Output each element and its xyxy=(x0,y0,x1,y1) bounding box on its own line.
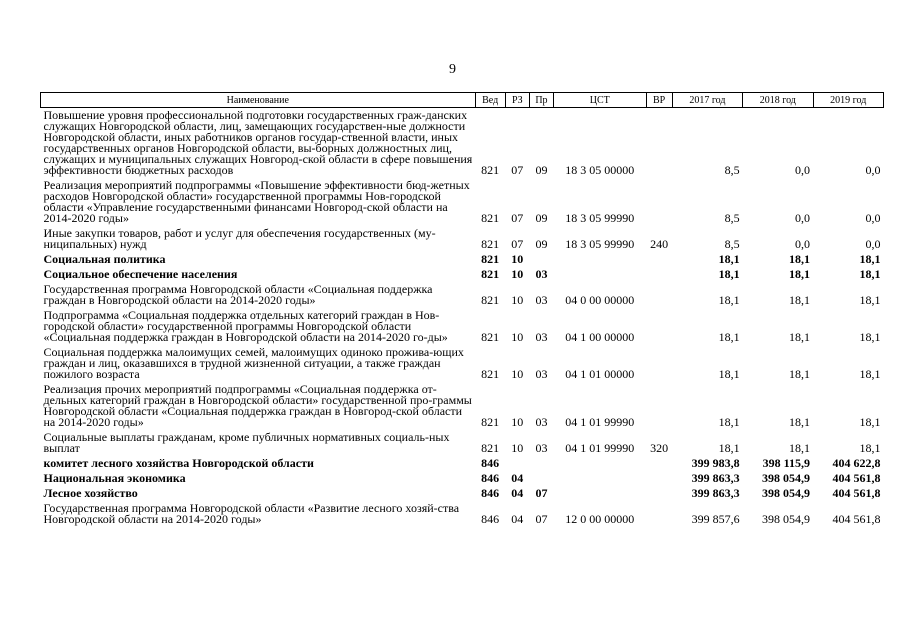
table-row xyxy=(41,178,884,226)
cell-name: Реализация прочих мероприятий подпрограммы «Социальная поддержка от-дельных категорий граждан в Новгородской области» государственной про-граммы Новгородской области «Социальная поддержка граждан в Новгород-ской области на 2014-2020 годы» xyxy=(43,382,472,429)
budget-table xyxy=(40,92,884,527)
table-row xyxy=(41,471,884,486)
page-number: 9 xyxy=(449,62,456,77)
header-ved: Вед xyxy=(475,93,505,108)
cell-ved: 846 xyxy=(481,512,500,526)
cell-ved: 821 xyxy=(481,415,500,429)
cell-2019: 404 561,8 xyxy=(832,512,881,526)
table-row xyxy=(41,456,884,471)
cell-pr: 09 xyxy=(535,237,548,251)
cell-rz xyxy=(505,456,529,471)
cell-2018: 18,1 xyxy=(789,441,811,455)
cell-cst xyxy=(554,252,647,267)
table-body xyxy=(41,108,884,528)
table-row xyxy=(41,345,884,382)
cell-rz: 10 xyxy=(511,415,524,429)
cell-2019: 18,1 xyxy=(859,252,881,266)
cell-vr: 320 xyxy=(650,441,669,455)
table-row xyxy=(41,486,884,501)
cell-2019: 404 561,8 xyxy=(832,471,881,485)
cell-pr: 09 xyxy=(535,211,548,225)
cell-pr: 07 xyxy=(535,486,548,500)
cell-2018: 398 054,9 xyxy=(762,471,811,485)
header-pr: Пр xyxy=(529,93,553,108)
cell-2017: 399 857,6 xyxy=(691,512,740,526)
cell-rz: 10 xyxy=(511,252,524,266)
table-row xyxy=(41,501,884,527)
cell-vr xyxy=(646,501,672,527)
cell-cst: 04 0 00 00000 xyxy=(565,293,635,307)
cell-name: Подпрограмма «Социальная поддержка отдельных категорий граждан в Нов-городской области» государственной программы Новгородской области «Социальная поддержка граждан в Новгородской области на 2014-2020 го-ды» xyxy=(43,308,448,344)
cell-pr xyxy=(529,456,553,471)
cell-name: Социальные выплаты гражданам, кроме публичных нормативных социаль-ных выплат xyxy=(43,430,450,455)
cell-ved: 821 xyxy=(481,211,500,225)
cell-2017: 8,5 xyxy=(724,163,740,177)
cell-2019: 18,1 xyxy=(859,330,881,344)
cell-2019: 404 561,8 xyxy=(832,486,881,500)
cell-ved: 821 xyxy=(481,367,500,381)
cell-pr xyxy=(529,252,553,267)
cell-rz: 04 xyxy=(511,486,524,500)
cell-cst xyxy=(554,471,647,486)
cell-2017: 8,5 xyxy=(724,211,740,225)
cell-2018: 398 115,9 xyxy=(762,456,811,470)
cell-ved: 821 xyxy=(481,163,500,177)
cell-vr xyxy=(646,456,672,471)
cell-pr: 09 xyxy=(535,163,548,177)
header-2018: 2018 год xyxy=(743,93,813,108)
cell-rz: 10 xyxy=(511,267,524,281)
cell-rz: 04 xyxy=(511,471,524,485)
cell-pr: 03 xyxy=(535,441,548,455)
cell-name: Реализация мероприятий подпрограммы «Повышение эффективности бюд-жетных расходов Новгородской области» государственной программы Нов-городской области «Управление государственными финансами Новгород-ской области на 2014-2020 годы» xyxy=(43,178,470,225)
cell-cst xyxy=(554,456,647,471)
cell-pr: 03 xyxy=(535,330,548,344)
cell-2018: 18,1 xyxy=(789,293,811,307)
cell-2018: 0,0 xyxy=(795,237,811,251)
header-2019: 2019 год xyxy=(813,93,883,108)
table-row xyxy=(41,430,884,456)
cell-ved: 821 xyxy=(481,267,500,281)
cell-vr xyxy=(646,471,672,486)
cell-ved: 846 xyxy=(481,456,500,470)
table-row xyxy=(41,267,884,282)
cell-cst: 04 1 01 99990 xyxy=(565,415,635,429)
cell-pr: 07 xyxy=(535,512,548,526)
cell-2018: 18,1 xyxy=(789,252,811,266)
cell-vr xyxy=(646,252,672,267)
cell-ved: 821 xyxy=(481,252,500,266)
cell-name: Социальное обеспечение населения xyxy=(43,267,238,281)
cell-pr: 03 xyxy=(535,415,548,429)
cell-vr xyxy=(646,108,672,179)
cell-2019: 18,1 xyxy=(859,441,881,455)
cell-2019: 18,1 xyxy=(859,367,881,381)
table-row xyxy=(41,308,884,345)
table-row xyxy=(41,226,884,252)
cell-ved: 821 xyxy=(481,293,500,307)
cell-name: Социальная политика xyxy=(43,252,166,266)
header-vr: ВР xyxy=(646,93,672,108)
cell-name: Лесное хозяйство xyxy=(43,486,138,500)
cell-2019: 18,1 xyxy=(859,293,881,307)
header-cst: ЦСТ xyxy=(554,93,647,108)
cell-pr xyxy=(529,471,553,486)
table-header-row xyxy=(41,93,884,108)
cell-2018: 0,0 xyxy=(795,211,811,225)
cell-2019: 404 622,8 xyxy=(832,456,881,470)
header-name: Наименование xyxy=(41,93,476,108)
cell-2017: 8,5 xyxy=(724,237,740,251)
table-row xyxy=(41,252,884,267)
cell-2019: 18,1 xyxy=(859,267,881,281)
cell-vr xyxy=(646,178,672,226)
cell-rz: 07 xyxy=(511,211,524,225)
cell-ved: 821 xyxy=(481,441,500,455)
cell-2018: 398 054,9 xyxy=(762,486,811,500)
cell-2017: 399 863,3 xyxy=(691,486,740,500)
cell-pr: 03 xyxy=(535,293,548,307)
cell-cst: 18 3 05 99990 xyxy=(565,211,635,225)
cell-rz: 10 xyxy=(511,441,524,455)
cell-vr xyxy=(646,486,672,501)
cell-pr: 03 xyxy=(535,267,548,281)
cell-name: Национальная экономика xyxy=(43,471,186,485)
cell-2019: 0,0 xyxy=(865,163,881,177)
cell-ved: 846 xyxy=(481,471,500,485)
cell-name: комитет лесного хозяйства Новгородской области xyxy=(43,456,314,470)
cell-vr xyxy=(646,308,672,345)
cell-cst: 04 1 01 99990 xyxy=(565,441,635,455)
cell-2019: 0,0 xyxy=(865,211,881,225)
cell-vr xyxy=(646,345,672,382)
table-row xyxy=(41,382,884,430)
cell-ved: 821 xyxy=(481,237,500,251)
cell-cst: 04 1 00 00000 xyxy=(565,330,635,344)
header-2017: 2017 год xyxy=(672,93,742,108)
cell-name: Социальная поддержка малоимущих семей, малоимущих одиноко прожива-ющих граждан и лиц, оказавшихся в трудной жизненной ситуации, а также граждан пожилого возраста xyxy=(43,345,464,381)
cell-vr xyxy=(646,282,672,308)
cell-2017: 18,1 xyxy=(718,441,740,455)
cell-cst xyxy=(554,486,647,501)
table-row xyxy=(41,282,884,308)
cell-name: Государственная программа Новгородской области «Социальная поддержка граждан в Новгородской области на 2014-2020 годы» xyxy=(43,282,433,307)
cell-2017: 18,1 xyxy=(718,267,740,281)
cell-2018: 18,1 xyxy=(789,367,811,381)
cell-vr xyxy=(646,382,672,430)
table-row xyxy=(41,108,884,179)
cell-rz: 07 xyxy=(511,163,524,177)
cell-2017: 18,1 xyxy=(718,330,740,344)
cell-name: Повышение уровня профессиональной подготовки государственных граж-данских служащих Новгородской области, лиц, замещающих государствен-ные должности Новгородской области, иных работников органов государ-ственной власти, иных государственных органов Новгородской области, вы-борных должностных лиц, служащих и муниципальных служащих Новгород-ской области в сфере повышения эффективности бюджетных расходов xyxy=(43,108,473,177)
cell-2019: 0,0 xyxy=(865,237,881,251)
cell-rz: 07 xyxy=(511,237,524,251)
cell-2018: 18,1 xyxy=(789,330,811,344)
cell-vr xyxy=(646,267,672,282)
cell-2017: 18,1 xyxy=(718,415,740,429)
cell-2017: 18,1 xyxy=(718,367,740,381)
cell-pr: 03 xyxy=(535,367,548,381)
cell-name: Государственная программа Новгородской области «Развитие лесного хозяй-ства Новгородской области на 2014-2020 годы» xyxy=(43,501,460,526)
cell-rz: 10 xyxy=(511,330,524,344)
cell-2019: 18,1 xyxy=(859,415,881,429)
cell-ved: 846 xyxy=(481,486,500,500)
cell-cst: 18 3 05 99990 xyxy=(565,237,635,251)
cell-ved: 821 xyxy=(481,330,500,344)
cell-vr: 240 xyxy=(650,237,669,251)
cell-2018: 0,0 xyxy=(795,163,811,177)
cell-cst: 12 0 00 00000 xyxy=(565,512,635,526)
cell-cst xyxy=(554,267,647,282)
cell-2017: 18,1 xyxy=(718,293,740,307)
cell-2017: 18,1 xyxy=(718,252,740,266)
cell-rz: 04 xyxy=(511,512,524,526)
cell-rz: 10 xyxy=(511,367,524,381)
cell-name: Иные закупки товаров, работ и услуг для обеспечения государственных (му-ниципальных) нужд xyxy=(43,226,436,251)
cell-cst: 18 3 05 00000 xyxy=(565,163,635,177)
cell-cst: 04 1 01 00000 xyxy=(565,367,635,381)
cell-2018: 398 054,9 xyxy=(762,512,811,526)
header-rz: РЗ xyxy=(505,93,529,108)
cell-2018: 18,1 xyxy=(789,415,811,429)
cell-2017: 399 983,8 xyxy=(691,456,740,470)
cell-rz: 10 xyxy=(511,293,524,307)
cell-2018: 18,1 xyxy=(789,267,811,281)
cell-2017: 399 863,3 xyxy=(691,471,740,485)
